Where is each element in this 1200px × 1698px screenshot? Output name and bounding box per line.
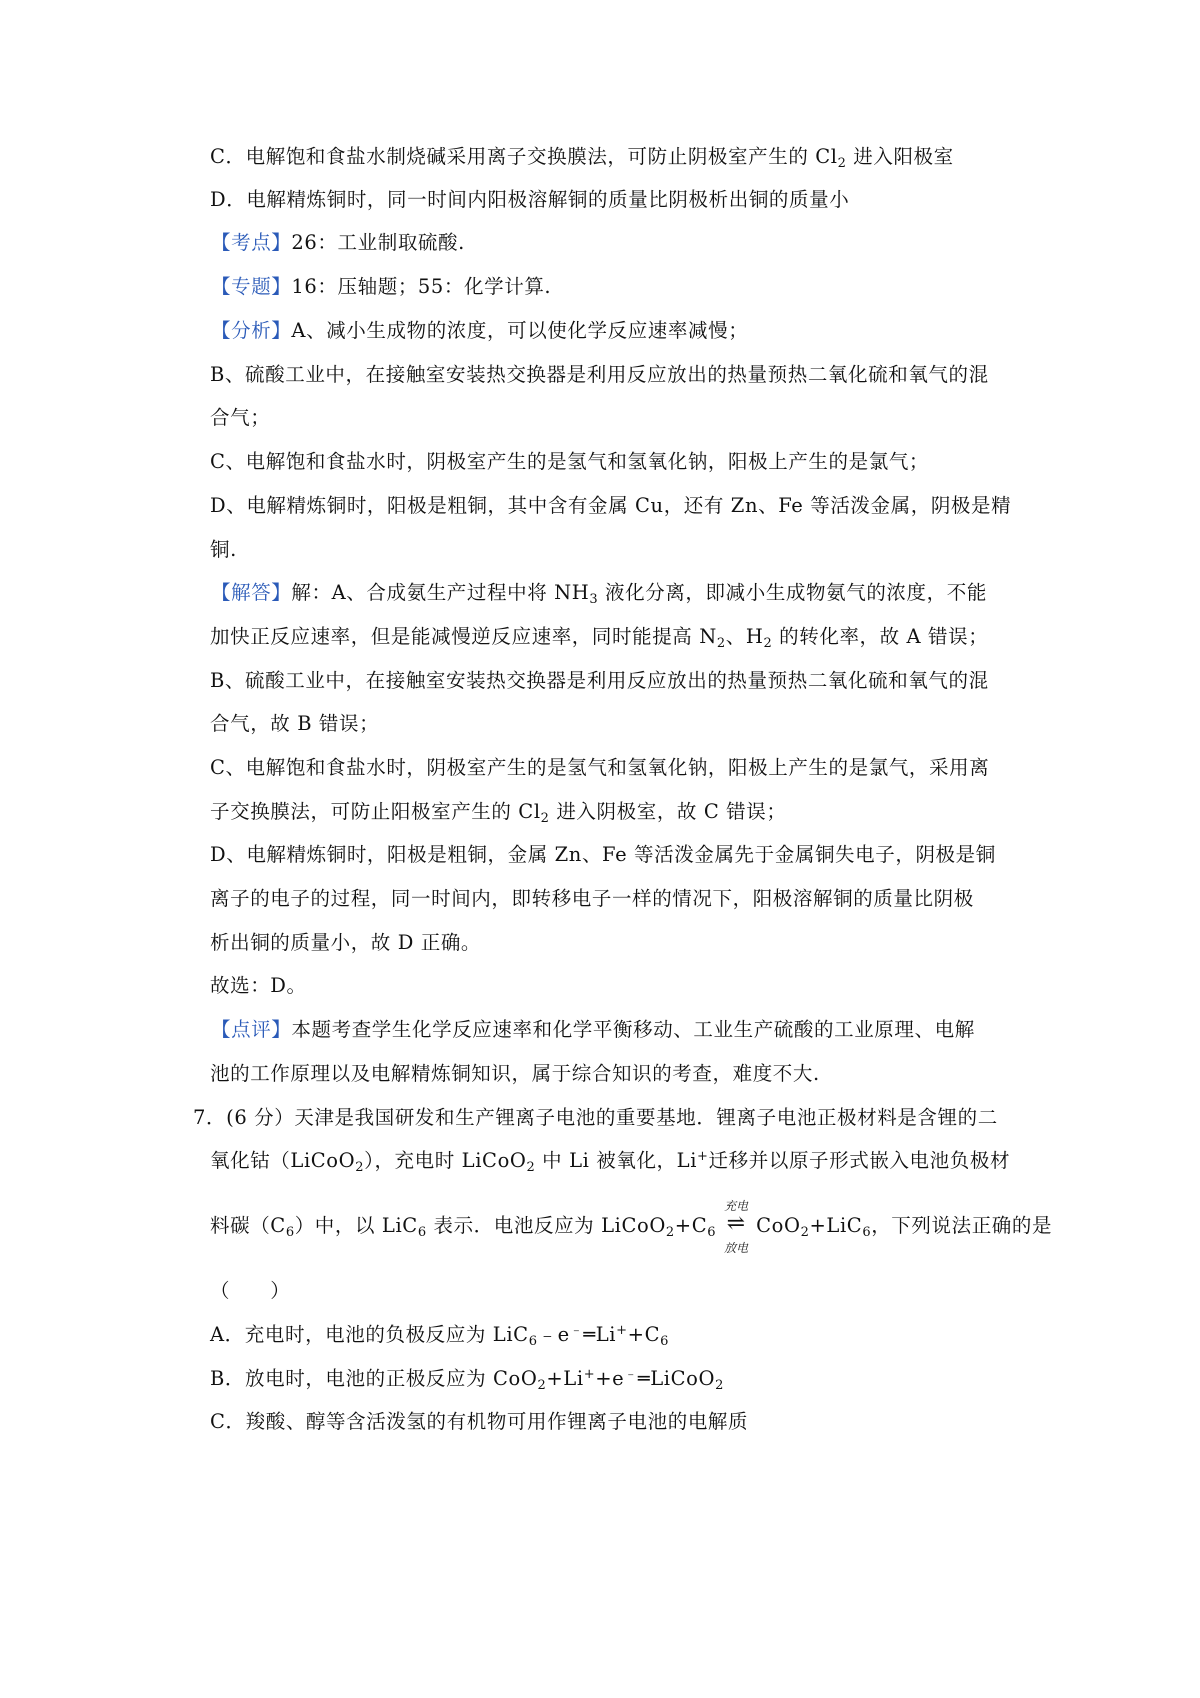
analysis-c-line: C、电解饱和食盐水时，阴极室产生的是氢气和氢氧化钠，阳极上产生的是氯气； bbox=[210, 450, 930, 473]
analysis-b-line1: B、硫酸工业中，在接触室安装热交换器是利用反应放出的热量预热二氧化硫和氧气的混 bbox=[210, 363, 989, 386]
analysis-d-line2: 铜. bbox=[210, 538, 237, 561]
analysis-b-line2: 合气； bbox=[210, 406, 271, 429]
answer-d-line2: 离子的电子的过程，同一时间内，即转移电子一样的情况下，阳极溶解铜的质量比阴极 bbox=[210, 887, 974, 910]
answer-b-line2: 合气，故 B 错误； bbox=[210, 712, 380, 735]
option-b-line: B．放电时，电池的正极反应为 CoO$_2$+Li++e﹣═LiCoO$_2$ bbox=[210, 1367, 724, 1393]
answer-b-line1: B、硫酸工业中，在接触室安装热交换器是利用反应放出的热量预热二氧化硫和氧气的混 bbox=[210, 669, 989, 692]
jieda-line2: 加快正反应速率，但是能减慢逆反应速率，同时能提高 $N_2$、$H_2$ 的转化率，故 A 错误； bbox=[210, 625, 989, 651]
option-c-line: C．电解饱和食盐水制烧碱采用离子交换膜法，可防止阴极室产生的 $Cl_2$ 进入阳极室 bbox=[210, 145, 954, 171]
reversible-arrow-icon: ⇌ bbox=[726, 1211, 746, 1236]
final-choice-line: 故选：D。 bbox=[210, 974, 307, 997]
arrow-label-discharge: 放电 bbox=[724, 1241, 749, 1255]
question-7-line2: 氧化钴（LiCoO$_2$），充电时 LiCoO$_2$ 中 Li 被氧化，Li+迁移并以原子形式嵌入电池负极材 bbox=[210, 1149, 1011, 1175]
kaodian-line: 【考点】26：工业制取硫酸. bbox=[211, 231, 465, 254]
analysis-d-line1: D、电解精炼铜时，阳极是粗铜，其中含有金属 Cu，还有 Zn、Fe 等活泼金属，阴极是精 bbox=[210, 494, 1012, 517]
question-7-line3: 料碳$(C_6)$中，以 LiC$_6$ 表示．电池反应为 $LiCoO_2+C_6$ 充电 ⇌ 放电 CoO$_2$+LiC$_6$，下列说法正确的是 bbox=[210, 1212, 1052, 1240]
reversible-arrow bbox=[718, 1199, 754, 1255]
option-c-line-q7: C．羧酸、醇等含活泼氢的有机物可用作锂离子电池的电解质 bbox=[210, 1410, 749, 1433]
answer-c-line1: C、电解饱和食盐水时，阴极室产生的是氢气和氢氧化钠，阳极上产生的是氯气，采用离 bbox=[210, 756, 990, 779]
zhuanti-line: 【专题】16：压轴题；55：化学计算. bbox=[211, 275, 552, 298]
answer-c-line2: 子交换膜法，可防止阳极室产生的 $Cl_2$ 进入阴极室，故 C 错误； bbox=[210, 800, 787, 826]
fenxi-line: 【分析】A、减小生成物的浓度，可以使化学反应速率减慢； bbox=[211, 319, 749, 342]
answer-d-line3: 析出铜的质量小，故 D 正确。 bbox=[210, 931, 482, 954]
arrow-label-charge: 充电 bbox=[724, 1199, 749, 1213]
dianping-tag: 【点评】 bbox=[211, 1018, 292, 1041]
jieda-line1: 【解答】解：A、合成氨生产过程中将 $NH_3$ 液化分离，即减小生成物氨气的浓度，不能 bbox=[211, 581, 987, 607]
jieda-tag: 【解答】 bbox=[211, 581, 292, 604]
answer-blank: （ ） bbox=[210, 1279, 291, 1302]
fenxi-tag: 【分析】 bbox=[211, 319, 292, 342]
option-a-line: A．充电时，电池的负极反应为 $LiC_6﹣e^﹣═Li^++C_6$ bbox=[210, 1323, 669, 1349]
zhuanti-tag: 【专题】 bbox=[211, 275, 292, 298]
answer-d-line1: D、电解精炼铜时，阳极是粗铜，金属 Zn、Fe 等活泼金属先于金属铜失电子，阴极是铜 bbox=[210, 843, 996, 866]
question-7-line1: 7．(6 分）天津是我国研发和生产锂离子电池的重要基地．锂离子电池正极材料是含锂的二 bbox=[193, 1106, 998, 1129]
kaodian-tag: 【考点】 bbox=[211, 231, 292, 254]
option-d-line: D．电解精炼铜时，同一时间内阳极溶解铜的质量比阴极析出铜的质量小 bbox=[210, 188, 850, 211]
dianping-line1: 【点评】本题考查学生化学反应速率和化学平衡移动、工业生产硫酸的工业原理、电解 bbox=[211, 1018, 975, 1041]
dianping-line2: 池的工作原理以及电解精炼铜知识，属于综合知识的考查，难度不大. bbox=[210, 1062, 820, 1085]
